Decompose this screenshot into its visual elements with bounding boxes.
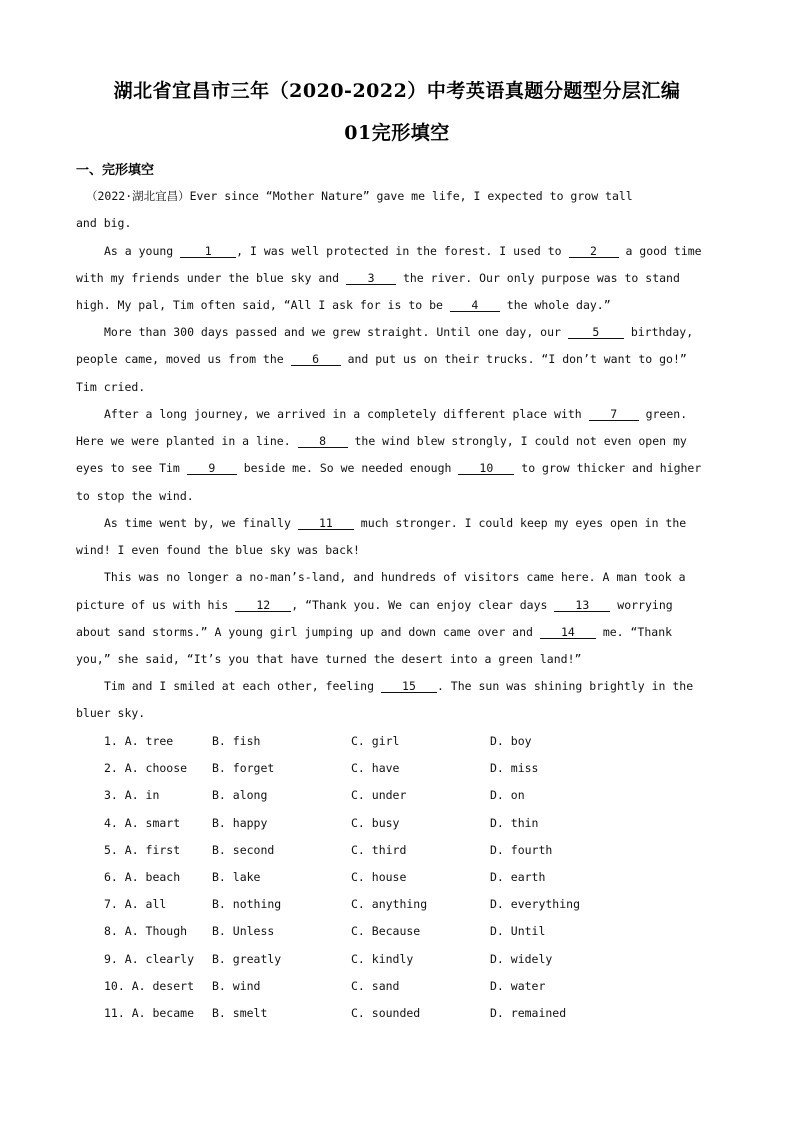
- passage-line: bluer sky.: [76, 706, 146, 720]
- blank-15: 15: [381, 680, 437, 693]
- passage-line: After a long journey, we arrived in a completely different place with 7 green.: [104, 407, 688, 421]
- option-d: D. boy: [490, 734, 532, 748]
- option-d: D. widely: [490, 951, 553, 966]
- option-c: C. under: [351, 788, 407, 803]
- option-b: B. forget: [212, 761, 275, 776]
- option-c: C. have: [351, 761, 400, 776]
- passage-line: to stop the wind.: [76, 489, 194, 503]
- document-subtitle: 01完形填空: [344, 122, 450, 144]
- option-c: C. Because: [351, 924, 421, 939]
- option-a: 9. A. clearly: [104, 951, 195, 966]
- passage-line: people came, moved us from the 6 and put us on their trucks. “I don’t want to go!”: [76, 352, 687, 366]
- option-a: 7. A. all: [104, 897, 167, 912]
- option-b: B. second: [212, 842, 275, 857]
- option-b: B. fish: [212, 734, 261, 748]
- option-b: B. happy: [212, 815, 268, 830]
- option-a: 3. A. in: [104, 788, 160, 803]
- section-heading: 一、完形填空: [76, 163, 155, 178]
- option-d: D. on: [490, 788, 525, 803]
- passage-line: eyes to see Tim 9 beside me. So we needed enough 10 to grow thicker and higher: [76, 461, 702, 475]
- option-d: D. everything: [490, 897, 581, 912]
- passage-line: （2022·湖北宜昌）Ever since “Mother Nature” gave me life, I expected to grow tall: [86, 189, 633, 203]
- option-d: D. fourth: [490, 842, 553, 857]
- option-d: D. remained: [490, 1005, 567, 1020]
- blank-2: 2: [569, 245, 619, 258]
- option-c: C. sounded: [351, 1005, 421, 1020]
- passage-line: This was no longer a no-man’s-land, and hundreds of visitors came here. A man took a: [104, 570, 686, 584]
- option-d: D. Until: [490, 924, 546, 939]
- option-d: D. water: [490, 978, 546, 993]
- blank-14: 14: [540, 626, 596, 639]
- option-b: B. greatly: [212, 951, 282, 966]
- option-a: 10. A. desert: [104, 978, 195, 993]
- blank-5: 5: [568, 326, 624, 339]
- blank-3: 3: [346, 272, 396, 285]
- option-c: C. third: [351, 842, 407, 857]
- blank-13: 13: [554, 599, 610, 612]
- option-b: B. wind: [212, 978, 261, 993]
- option-d: D. thin: [490, 815, 539, 830]
- option-c: C. sand: [351, 978, 400, 993]
- passage-line: More than 300 days passed and we grew straight. Until one day, our 5 birthday,: [104, 325, 694, 339]
- passage-line: about sand storms.” A young girl jumping up and down came over and 14 me. “Thank: [76, 625, 673, 639]
- blank-7: 7: [589, 408, 639, 421]
- option-c: C. house: [351, 869, 407, 884]
- passage-line: and big.: [76, 216, 132, 230]
- option-a: 2. A. choose: [104, 761, 188, 776]
- blank-6: 6: [291, 353, 341, 366]
- option-a: 5. A. first: [104, 842, 181, 857]
- option-a: 4. A. smart: [104, 815, 181, 830]
- passage-line: Tim cried.: [76, 380, 146, 394]
- option-a: 6. A. beach: [104, 869, 181, 884]
- option-a: 1. A. tree: [104, 734, 174, 748]
- blank-8: 8: [298, 435, 348, 448]
- option-c: C. busy: [351, 815, 400, 830]
- option-a: 11. A. became: [104, 1005, 195, 1020]
- option-b: B. Unless: [212, 924, 275, 939]
- option-d: D. earth: [490, 869, 546, 884]
- passage-line: As a young 1 , I was well protected in the forest. I used to 2 a good time: [104, 244, 702, 258]
- blank-10: 10: [458, 462, 514, 475]
- passage-line: Tim and I smiled at each other, feeling 15 . The sun was shining brightly in the: [104, 679, 694, 693]
- passage-line: with my friends under the blue sky and 3 the river. Our only purpose was to stand: [76, 271, 680, 285]
- passage-line: picture of us with his 12 , “Thank you. We can enjoy clear days 13 worrying: [76, 598, 673, 612]
- option-c: C. girl: [351, 734, 400, 748]
- blank-4: 4: [450, 299, 500, 312]
- option-b: B. lake: [212, 869, 261, 884]
- passage-line: high. My pal, Tim often said, “All I ask for is to be 4 the whole day.”: [76, 298, 611, 312]
- option-a: 8. A. Though: [104, 924, 188, 939]
- passage-line: wind! I even found the blue sky was back!: [76, 543, 360, 557]
- passage-line: Here we were planted in a line. 8 the wind blew strongly, I could not even open my: [76, 434, 687, 448]
- option-d: D. miss: [490, 761, 539, 776]
- passage-line: As time went by, we finally 11 much stronger. I could keep my eyes open in the: [104, 516, 687, 530]
- document-title: 湖北省宜昌市三年（2020-2022）中考英语真题分题型分层汇编: [113, 80, 681, 102]
- option-b: B. along: [212, 788, 268, 803]
- blank-1: 1: [180, 245, 236, 258]
- option-c: C. kindly: [351, 951, 414, 966]
- option-b: B. smelt: [212, 1005, 268, 1020]
- option-b: B. nothing: [212, 897, 282, 912]
- option-c: C. anything: [351, 897, 428, 912]
- blank-11: 11: [298, 517, 354, 530]
- blank-9: 9: [187, 462, 237, 475]
- passage-line: you,” she said, “It’s you that have turned the desert into a green land!”: [76, 652, 582, 666]
- blank-12: 12: [235, 599, 291, 612]
